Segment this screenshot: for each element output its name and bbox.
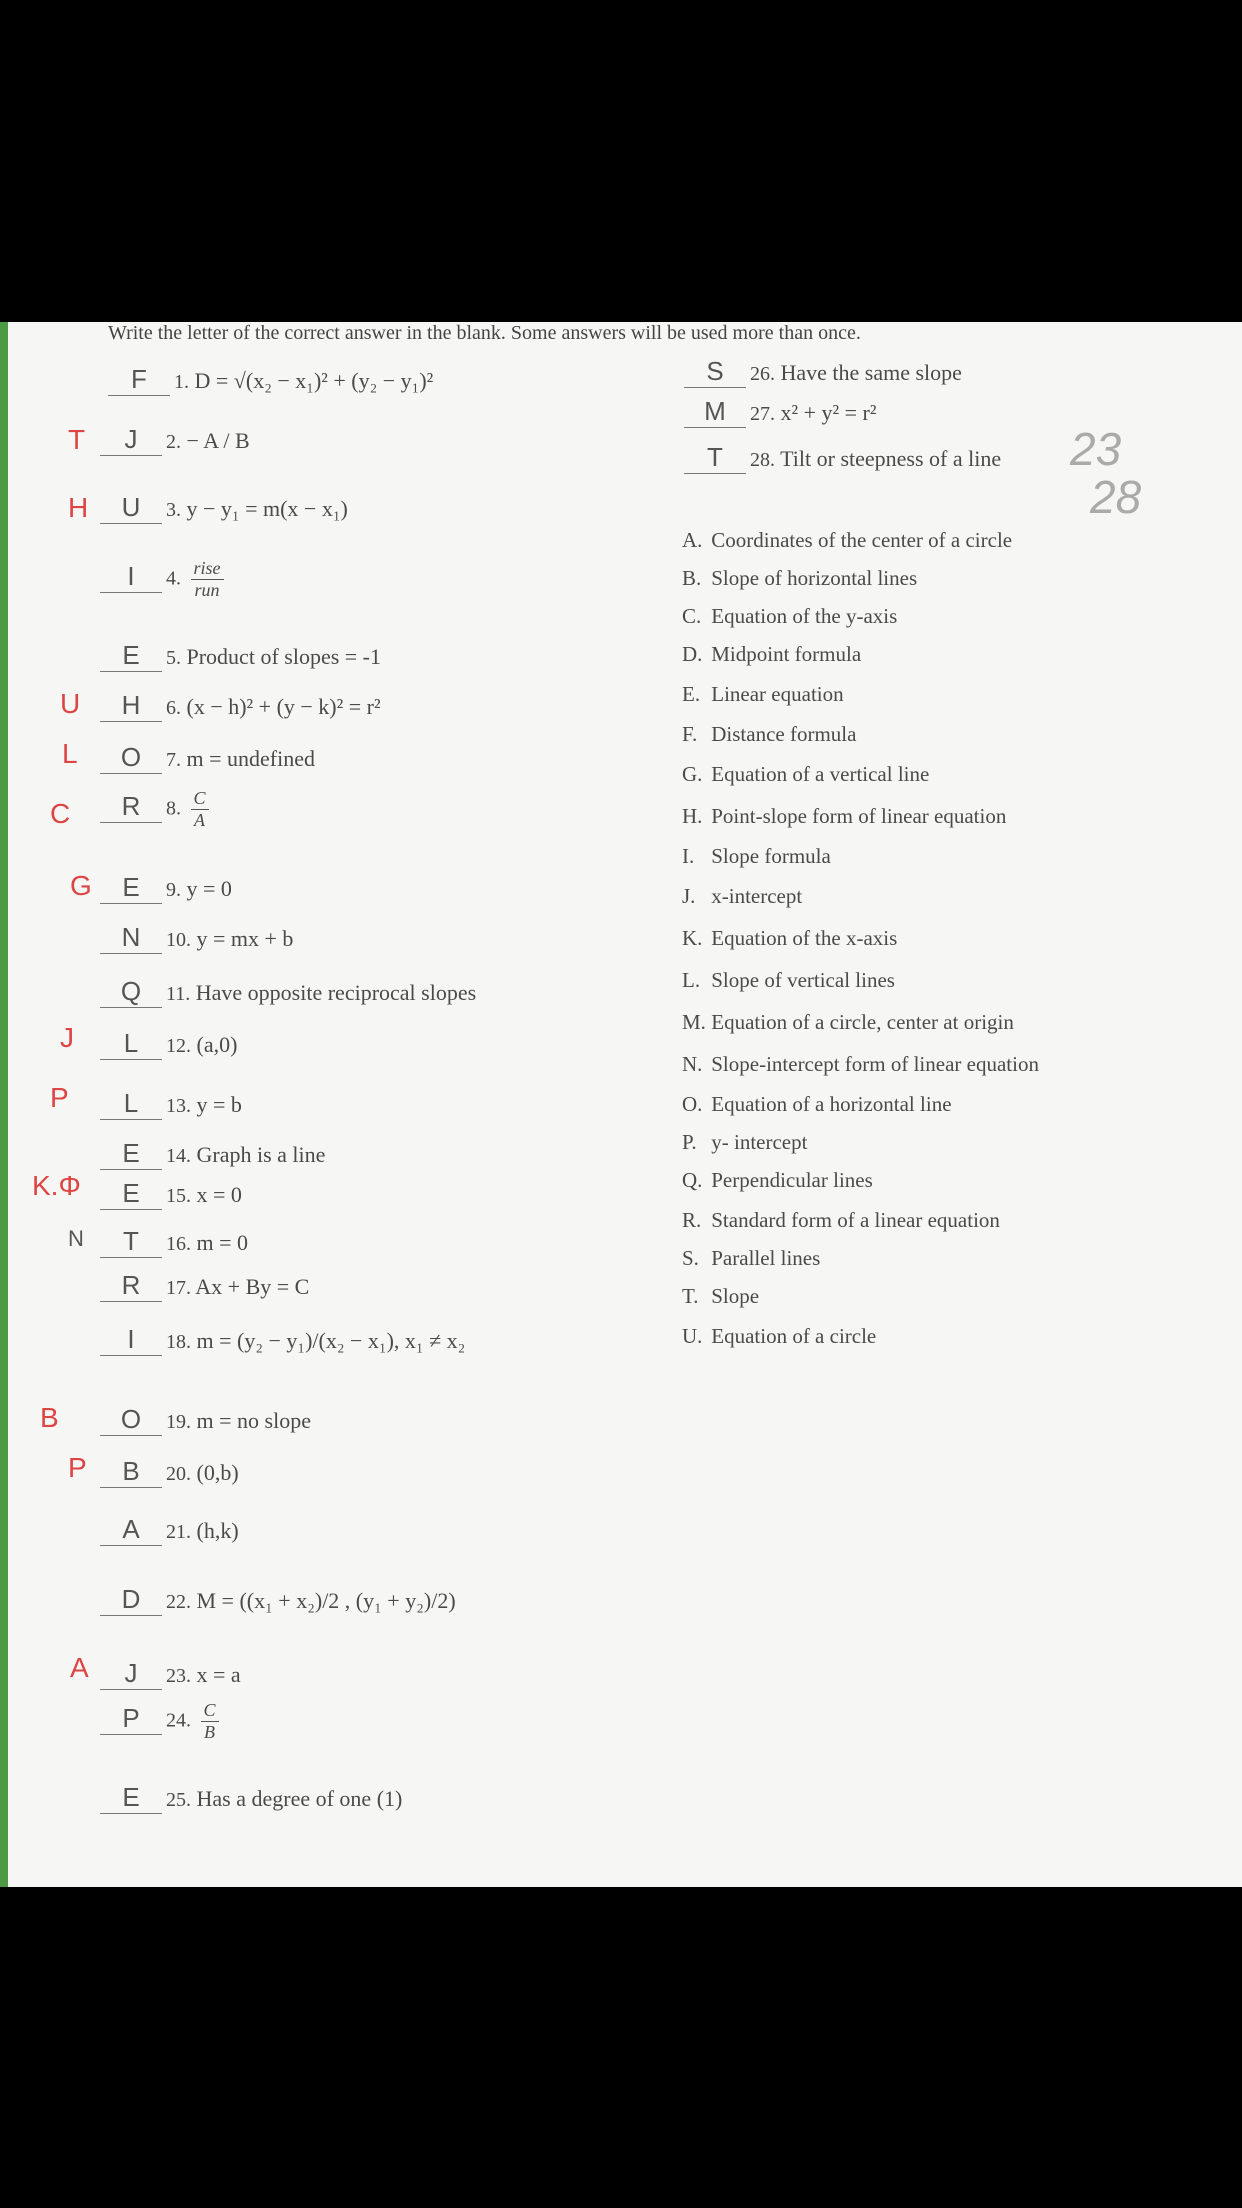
correction-mark: K.Φ — [32, 1170, 81, 1201]
question-18: I 18. m = (y₂ − y₁)/(x₂ − x₁), x₁ ≠ x₂ — [100, 1324, 465, 1356]
question-15: E 15. x = 0 — [100, 1178, 242, 1210]
question-11: Q 11. Have opposite reciprocal slopes — [100, 976, 476, 1008]
question-21: A 21. (h,k) — [100, 1514, 239, 1546]
question-20: B 20. (0,b) — [100, 1456, 239, 1488]
correction-mark: J — [60, 1022, 74, 1053]
score-top: 23 — [1070, 423, 1122, 475]
option-i: I. Slope formula — [682, 844, 831, 868]
question-12: L 12. (a,0) — [100, 1028, 237, 1060]
correction-mark: N — [68, 1226, 84, 1251]
correction-mark: G — [70, 870, 92, 901]
correction-mark: C — [50, 798, 71, 829]
question-13: L 13. y = b — [100, 1088, 242, 1120]
option-k: K. Equation of the x-axis — [682, 926, 898, 950]
question-26: S 26. Have the same slope — [684, 356, 962, 388]
correction-mark: P — [68, 1452, 87, 1483]
correction-mark: T — [68, 424, 86, 455]
correction-mark: L — [62, 738, 78, 769]
question-19: O 19. m = no slope — [100, 1404, 311, 1436]
question-8: R 8. $\frac{C}{A}$ — [100, 788, 213, 831]
question-7: O 7. m = undefined — [100, 742, 315, 774]
question-23: J 23. x = a — [100, 1658, 241, 1690]
question-9: E 9. y = 0 — [100, 872, 232, 904]
question-27: M 27. x² + y² = r² — [684, 396, 876, 428]
option-s: S. Parallel lines — [682, 1246, 821, 1270]
question-28: T 28. Tilt or steepness of a line — [684, 442, 1001, 474]
question-5: E 5. Product of slopes = -1 — [100, 640, 381, 672]
option-o: O. Equation of a horizontal line — [682, 1092, 952, 1116]
option-m: M. Equation of a circle, center at origin — [682, 1010, 1014, 1034]
option-a: A. Coordinates of the center of a circle — [682, 528, 1013, 552]
worksheet-page — [0, 322, 1242, 1887]
option-u: U. Equation of a circle — [682, 1324, 877, 1348]
score-bottom: 28 — [1090, 471, 1142, 523]
correction-mark: A — [70, 1652, 89, 1683]
question-22: D 22. M = ((x₁ + x₂)/2 , (y₁ + y₂)/2) — [100, 1584, 456, 1616]
option-l: L. Slope of vertical lines — [682, 968, 895, 992]
option-e: E. Linear equation — [682, 682, 844, 706]
option-c: C. Equation of the y-axis — [682, 604, 898, 628]
question-14: E 14. Graph is a line — [100, 1138, 325, 1170]
question-4: I 4. $\frac{\text{rise}}{\text{run}}$ — [100, 558, 228, 601]
option-h: H. Point-slope form of linear equation — [682, 804, 1007, 828]
option-f: F. Distance formula — [682, 722, 857, 746]
option-d: D. Midpoint formula — [682, 642, 862, 666]
question-10: N 10. y = mx + b — [100, 922, 293, 954]
question-6: H 6. (x − h)² + (y − k)² = r² — [100, 690, 381, 722]
option-t: T. Slope — [682, 1284, 760, 1308]
correction-mark: U — [60, 688, 81, 719]
option-g: G. Equation of a vertical line — [682, 762, 930, 786]
question-17: R 17. Ax + By = C — [100, 1270, 309, 1302]
instructions: Write the letter of the correct answer in the blank. Some answers will be used more than once. — [108, 322, 861, 344]
score — [1070, 422, 1141, 524]
correction-mark: P — [50, 1082, 69, 1113]
option-j: J. x-intercept — [682, 884, 803, 908]
correction-mark: H — [68, 492, 89, 523]
question-3: U 3. y − y₁ = m(x − x₁) — [100, 492, 348, 524]
option-n: N. Slope-intercept form of linear equation — [682, 1052, 1039, 1076]
question-16: T 16. m = 0 — [100, 1226, 248, 1258]
option-r: R. Standard form of a linear equation — [682, 1208, 1000, 1232]
option-q: Q. Perpendicular lines — [682, 1168, 873, 1192]
question-1: F 1. D = √(x₂ − x₁)² + (y₂ − y₁)² — [108, 364, 433, 396]
question-24: P 24. $\frac{C}{B}$ — [100, 1700, 223, 1743]
option-p: P. y- intercept — [682, 1130, 808, 1154]
question-2: J 2. − A / B — [100, 424, 250, 456]
question-25: E 25. Has a degree of one (1) — [100, 1782, 402, 1814]
option-b: B. Slope of horizontal lines — [682, 566, 918, 590]
correction-mark: B — [40, 1402, 59, 1433]
answer-blank: F — [108, 364, 170, 396]
green-page-edge — [0, 322, 8, 1887]
